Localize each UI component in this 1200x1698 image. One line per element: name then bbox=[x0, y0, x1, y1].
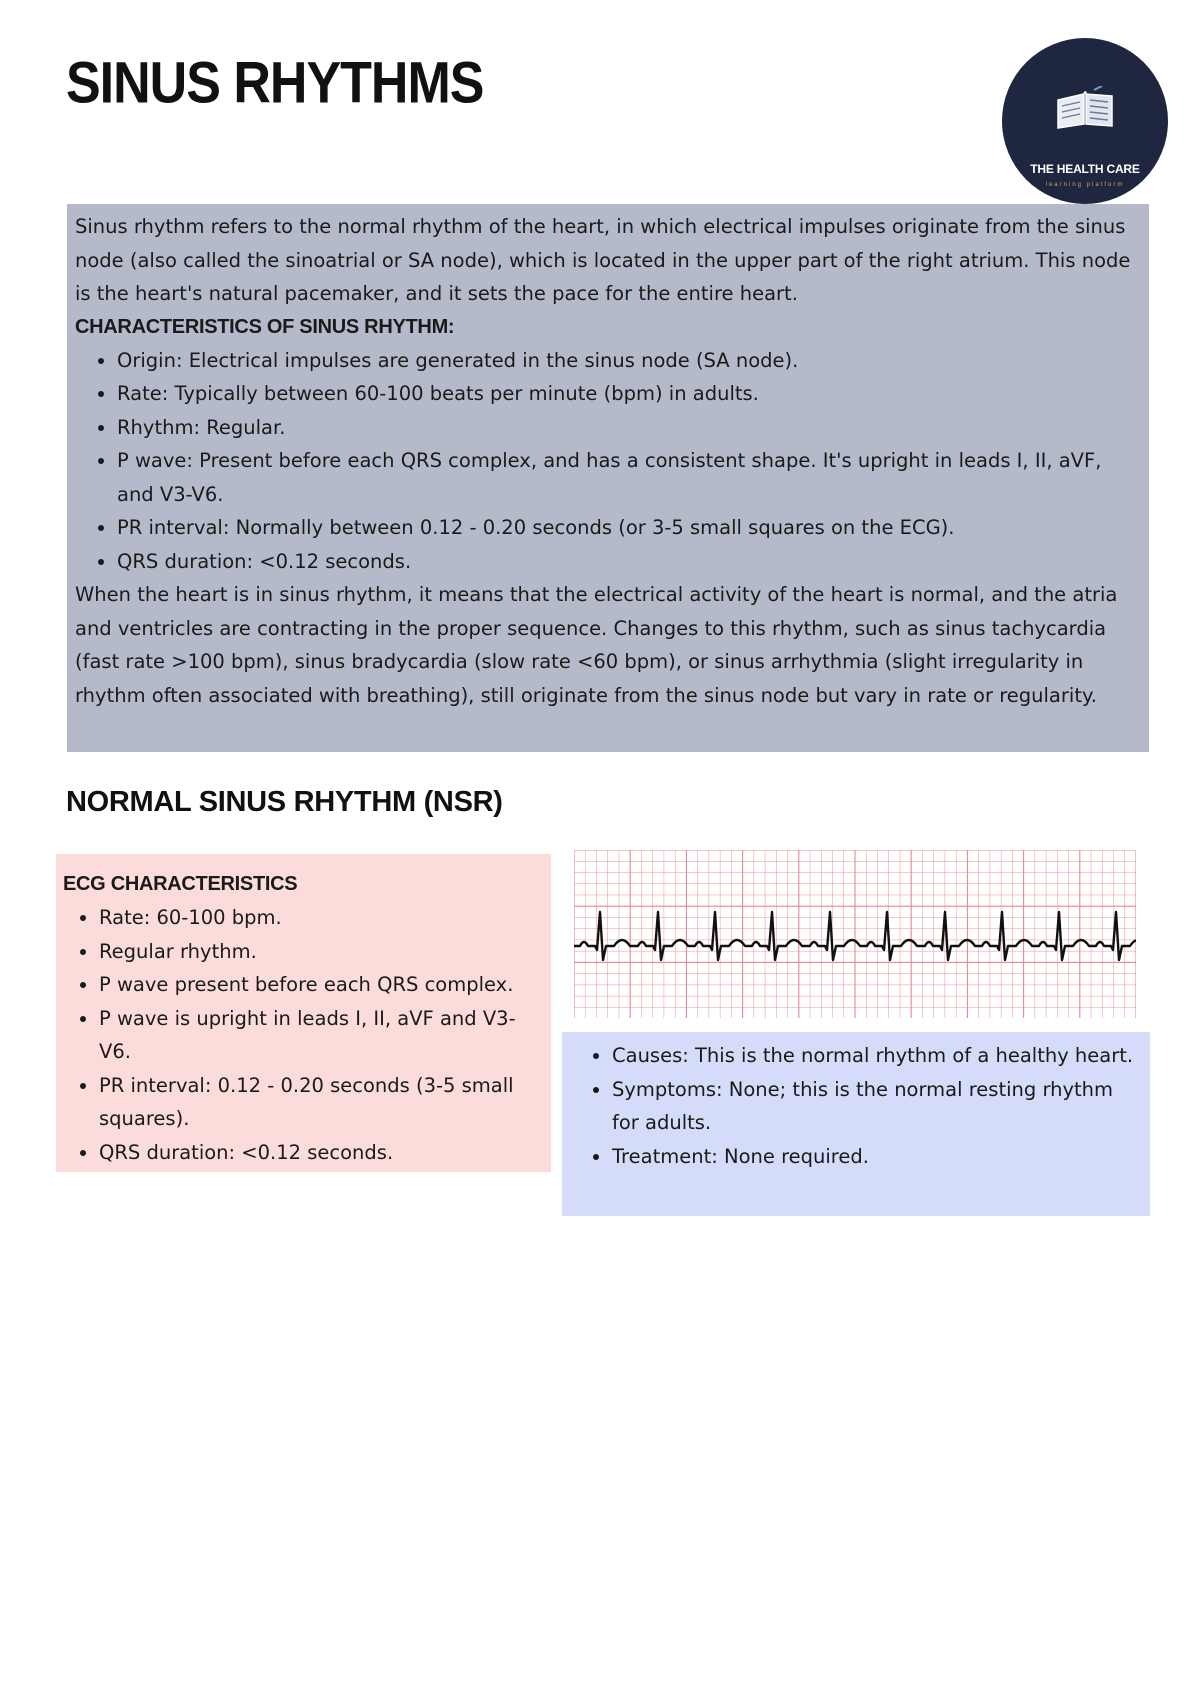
nsr-info-list bbox=[566, 1039, 1142, 1173]
list-item: • PR interval: Normally between 0.12 - 0.20 seconds (or 3-5 small squares on the ECG). bbox=[117, 511, 1141, 545]
characteristics-list bbox=[75, 344, 1141, 579]
characteristics-heading: CHARACTERISTICS OF SINUS RHYTHM: bbox=[75, 315, 455, 338]
ecg-characteristics-box bbox=[56, 854, 551, 1172]
list-item: • Rhythm: Regular. bbox=[117, 411, 1141, 445]
list-item: • Symptoms: None; this is the normal resting rhythm for adults. bbox=[612, 1073, 1142, 1140]
intro-box bbox=[67, 204, 1149, 752]
ecg-characteristics-heading: ECG CHARACTERISTICS bbox=[63, 873, 298, 895]
nsr-info-box bbox=[562, 1032, 1150, 1216]
ecg-strip bbox=[574, 850, 1136, 1018]
list-item: • QRS duration: <0.12 seconds. bbox=[117, 545, 1141, 579]
list-item: • QRS duration: <0.12 seconds. bbox=[99, 1136, 545, 1170]
ecg-characteristics-list bbox=[63, 901, 545, 1169]
list-item: • Origin: Electrical impulses are generated in the sinus node (SA node). bbox=[117, 344, 1141, 378]
list-item: • Regular rhythm. bbox=[99, 935, 545, 969]
list-item: • Rate: Typically between 60-100 beats per minute (bpm) in adults. bbox=[117, 377, 1141, 411]
intro-summary-paragraph: When the heart is in sinus rhythm, it means that the electrical activity of the heart is normal, and the atria and ventricles are contracting in the proper sequence. Changes to this rhythm, such as sinus tachycardia (fast rate >100 bpm), sinus bradycardia (slow rate <60 bpm), or sinus arrhythmia (slight irregularity in rhythm often associated with breathing), still originate from the sinus node but vary in rate or regularity. bbox=[75, 583, 1118, 707]
page-title: SINUS RHYTHMS bbox=[66, 51, 484, 117]
list-item: • P wave is upright in leads I, II, aVF and V3-V6. bbox=[99, 1002, 545, 1069]
brand-logo bbox=[1002, 38, 1168, 204]
list-item: • P wave present before each QRS complex. bbox=[99, 968, 545, 1002]
list-item: • P wave: Present before each QRS complex, and has a consistent shape. It's upright in leads I, II, aVF, and V3-V6. bbox=[117, 444, 1141, 511]
list-item: • PR interval: 0.12 - 0.20 seconds (3-5 small squares). bbox=[99, 1069, 545, 1136]
intro-paragraph: Sinus rhythm refers to the normal rhythm of the heart, in which electrical impulses originate from the sinus node (also called the sinoatrial or SA node), which is located in the upper part of the right atrium. This node is the heart's natural pacemaker, and it sets the pace for the entire heart. bbox=[75, 215, 1131, 305]
open-book-icon bbox=[1054, 86, 1116, 130]
list-item: • Treatment: None required. bbox=[612, 1140, 1142, 1174]
logo-name: THE HEALTH CARE bbox=[1030, 162, 1140, 176]
list-item: • Causes: This is the normal rhythm of a healthy heart. bbox=[612, 1039, 1142, 1073]
nsr-heading: NORMAL SINUS RHYTHM (NSR) bbox=[66, 786, 503, 818]
logo-tagline: learning platform bbox=[1045, 182, 1125, 188]
list-item: • Rate: 60-100 bpm. bbox=[99, 901, 545, 935]
